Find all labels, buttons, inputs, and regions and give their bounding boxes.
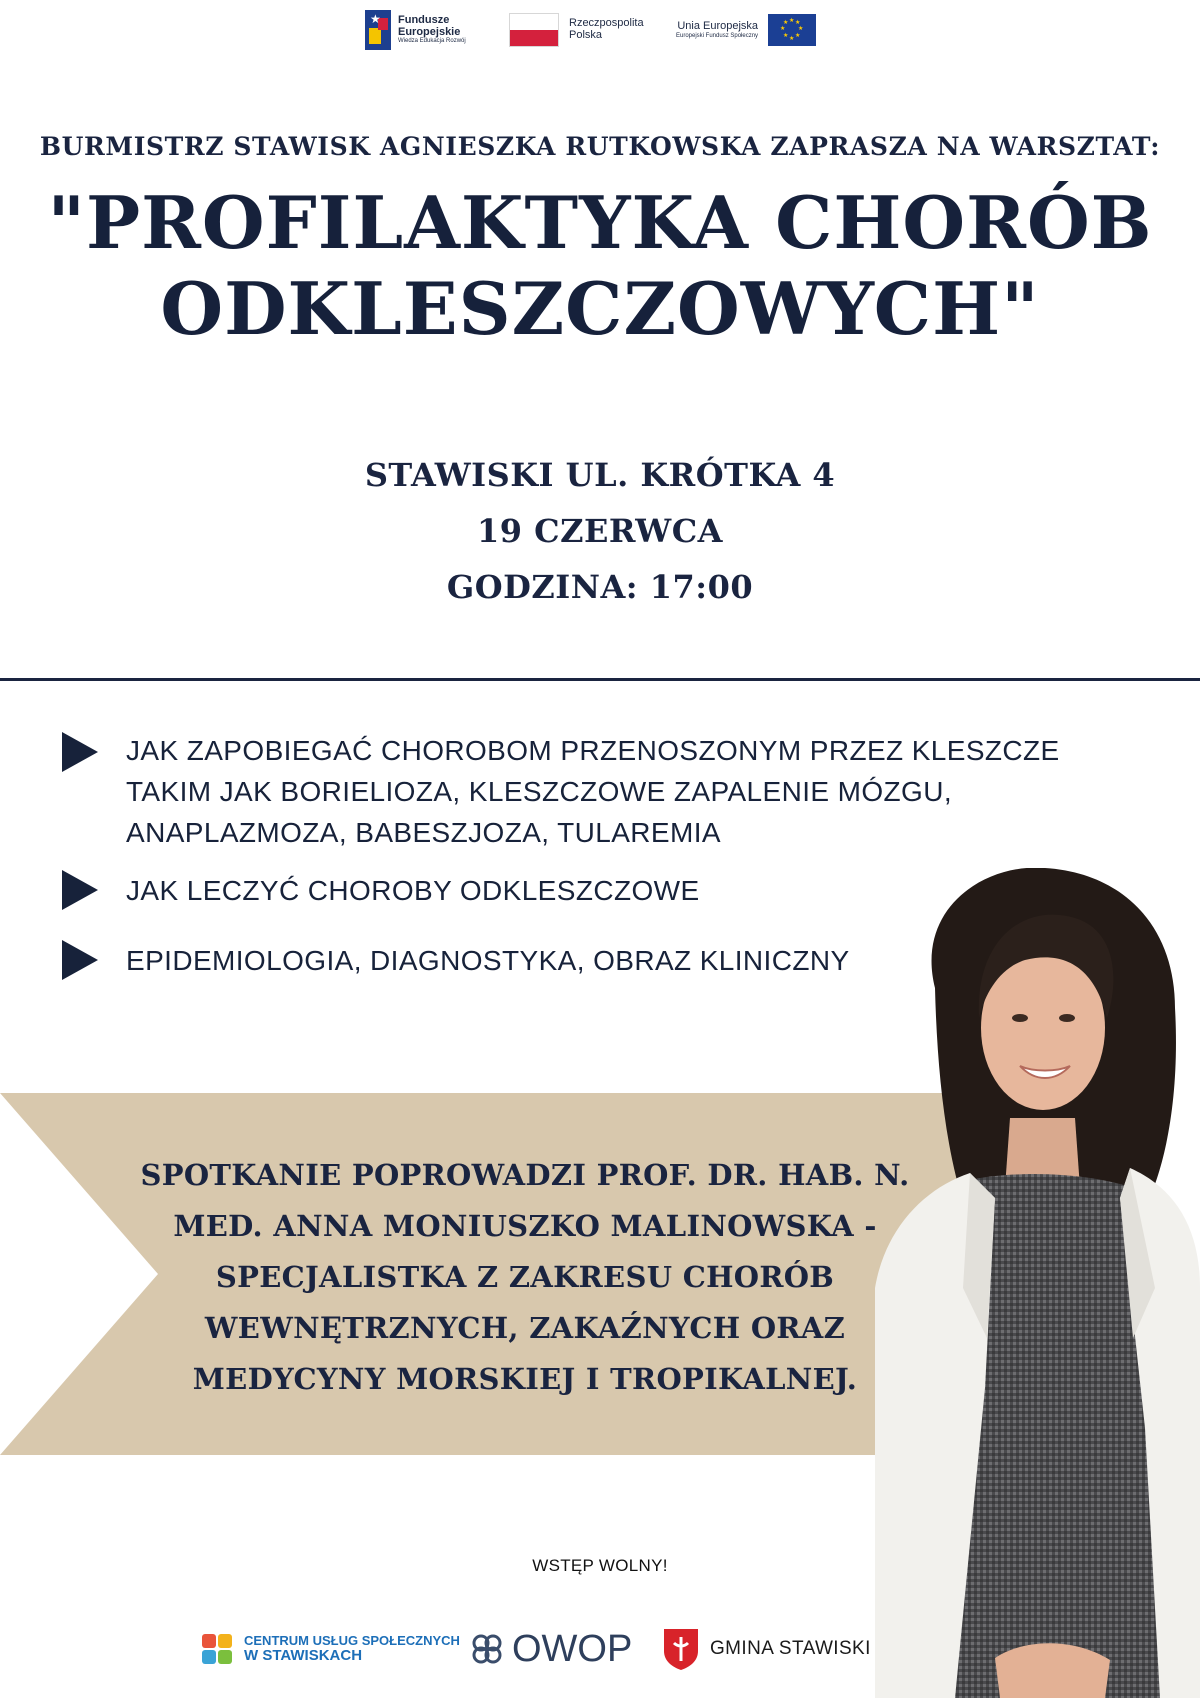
workshop-title-line2: ODKLESZCZOWYCH": [160, 266, 1040, 351]
speaker-line1: SPOTKANIE POPROWADZI PROF. DR. HAB. N.: [140, 1158, 910, 1192]
gmina-coat-of-arms-icon: [662, 1627, 700, 1671]
topic-1-line2: TAKIM JAK BORIELIOZA, KLESZCZOWE ZAPALENIE MÓZGU,: [126, 776, 953, 807]
cus-puzzle-icon: [200, 1632, 234, 1666]
arrow-bullet-icon: [62, 732, 98, 772]
topic-2-line1: JAK LECZYĆ CHOROBY ODKLESZCZOWE: [126, 875, 700, 906]
speaker-line4: WEWNĘTRZNYCH, ZAKAŹNYCH ORAZ: [204, 1311, 846, 1345]
owop-logo: [470, 1626, 632, 1672]
fe-logo-line3: Wiedza Edukacja Rozwój: [398, 38, 466, 45]
workshop-title: [0, 180, 1200, 352]
topic-item: [62, 730, 1142, 853]
pl-logo-line1: Rzeczpospolita: [569, 17, 644, 30]
topic-3-line1: EPIDEMIOLOGIA, DIAGNOSTYKA, OBRAZ KLINICZNY: [126, 945, 850, 976]
polish-flag-icon: [509, 13, 559, 47]
section-divider: [0, 678, 1200, 681]
speaker-line5: MEDYCYNY MORSKIEJ I TROPIKALNEJ.: [192, 1362, 858, 1396]
speaker-line3: SPECJALISTKA Z ZAKRESU CHORÓB: [215, 1260, 835, 1294]
arrow-bullet-icon: [62, 870, 98, 910]
invitation-line: BURMISTRZ STAWISK AGNIESZKA RUTKOWSKA ZAPRASZA NA WARSZTAT:: [39, 132, 1161, 161]
event-date: 19 CZERWCA: [476, 512, 723, 550]
free-entry-note: WSTĘP WOLNY!: [532, 1556, 668, 1575]
fe-logo-line2: Europejskie: [398, 25, 461, 38]
fundusze-europejskie-logo: [365, 10, 466, 50]
event-address: STAWISKI UL. KRÓTKA 4: [364, 456, 836, 494]
owop-knot-icon: [470, 1632, 504, 1666]
cus-logo-line1: CENTRUM USŁUG SPOŁECZNYCH: [244, 1633, 460, 1649]
fundusze-europejskie-icon: ★: [365, 10, 391, 50]
gmina-stawiski-logo: [662, 1626, 871, 1672]
topic-1-line3: ANAPLAZMOZA, BABESZJOZA, TULAREMIA: [126, 817, 721, 848]
eu-flag-icon: ★ ★ ★ ★ ★ ★ ★ ★: [768, 14, 816, 46]
eu-logo-line2: Europejski Fundusz Społeczny: [676, 32, 759, 39]
cus-stawiski-logo: [200, 1626, 460, 1672]
unia-europejska-logo: [676, 10, 816, 50]
pl-logo-line2: Polska: [569, 29, 603, 41]
topic-1-line1: JAK ZAPOBIEGAĆ CHOROBOM PRZENOSZONYM PRZEZ KLESZCZE: [126, 735, 1060, 766]
owop-logo-text: OWOP: [512, 1627, 633, 1670]
cus-logo-line2: W STAWISKACH: [244, 1646, 363, 1664]
eu-logo-line1: Unia Europejska: [677, 20, 759, 33]
fe-logo-line1: Fundusze: [398, 14, 450, 27]
workshop-title-line1: "PROFILAKTYKA CHORÓB: [47, 180, 1153, 265]
gmina-logo-text: GMINA STAWISKI: [710, 1638, 871, 1659]
arrow-bullet-icon: [62, 940, 98, 980]
event-time: GODZINA: 17:00: [446, 568, 754, 606]
speaker-line2: MED. ANNA MONIUSZKO MALINOWSKA -: [173, 1209, 877, 1243]
speaker-description: [120, 1150, 930, 1405]
rzeczpospolita-polska-logo: [509, 10, 644, 50]
